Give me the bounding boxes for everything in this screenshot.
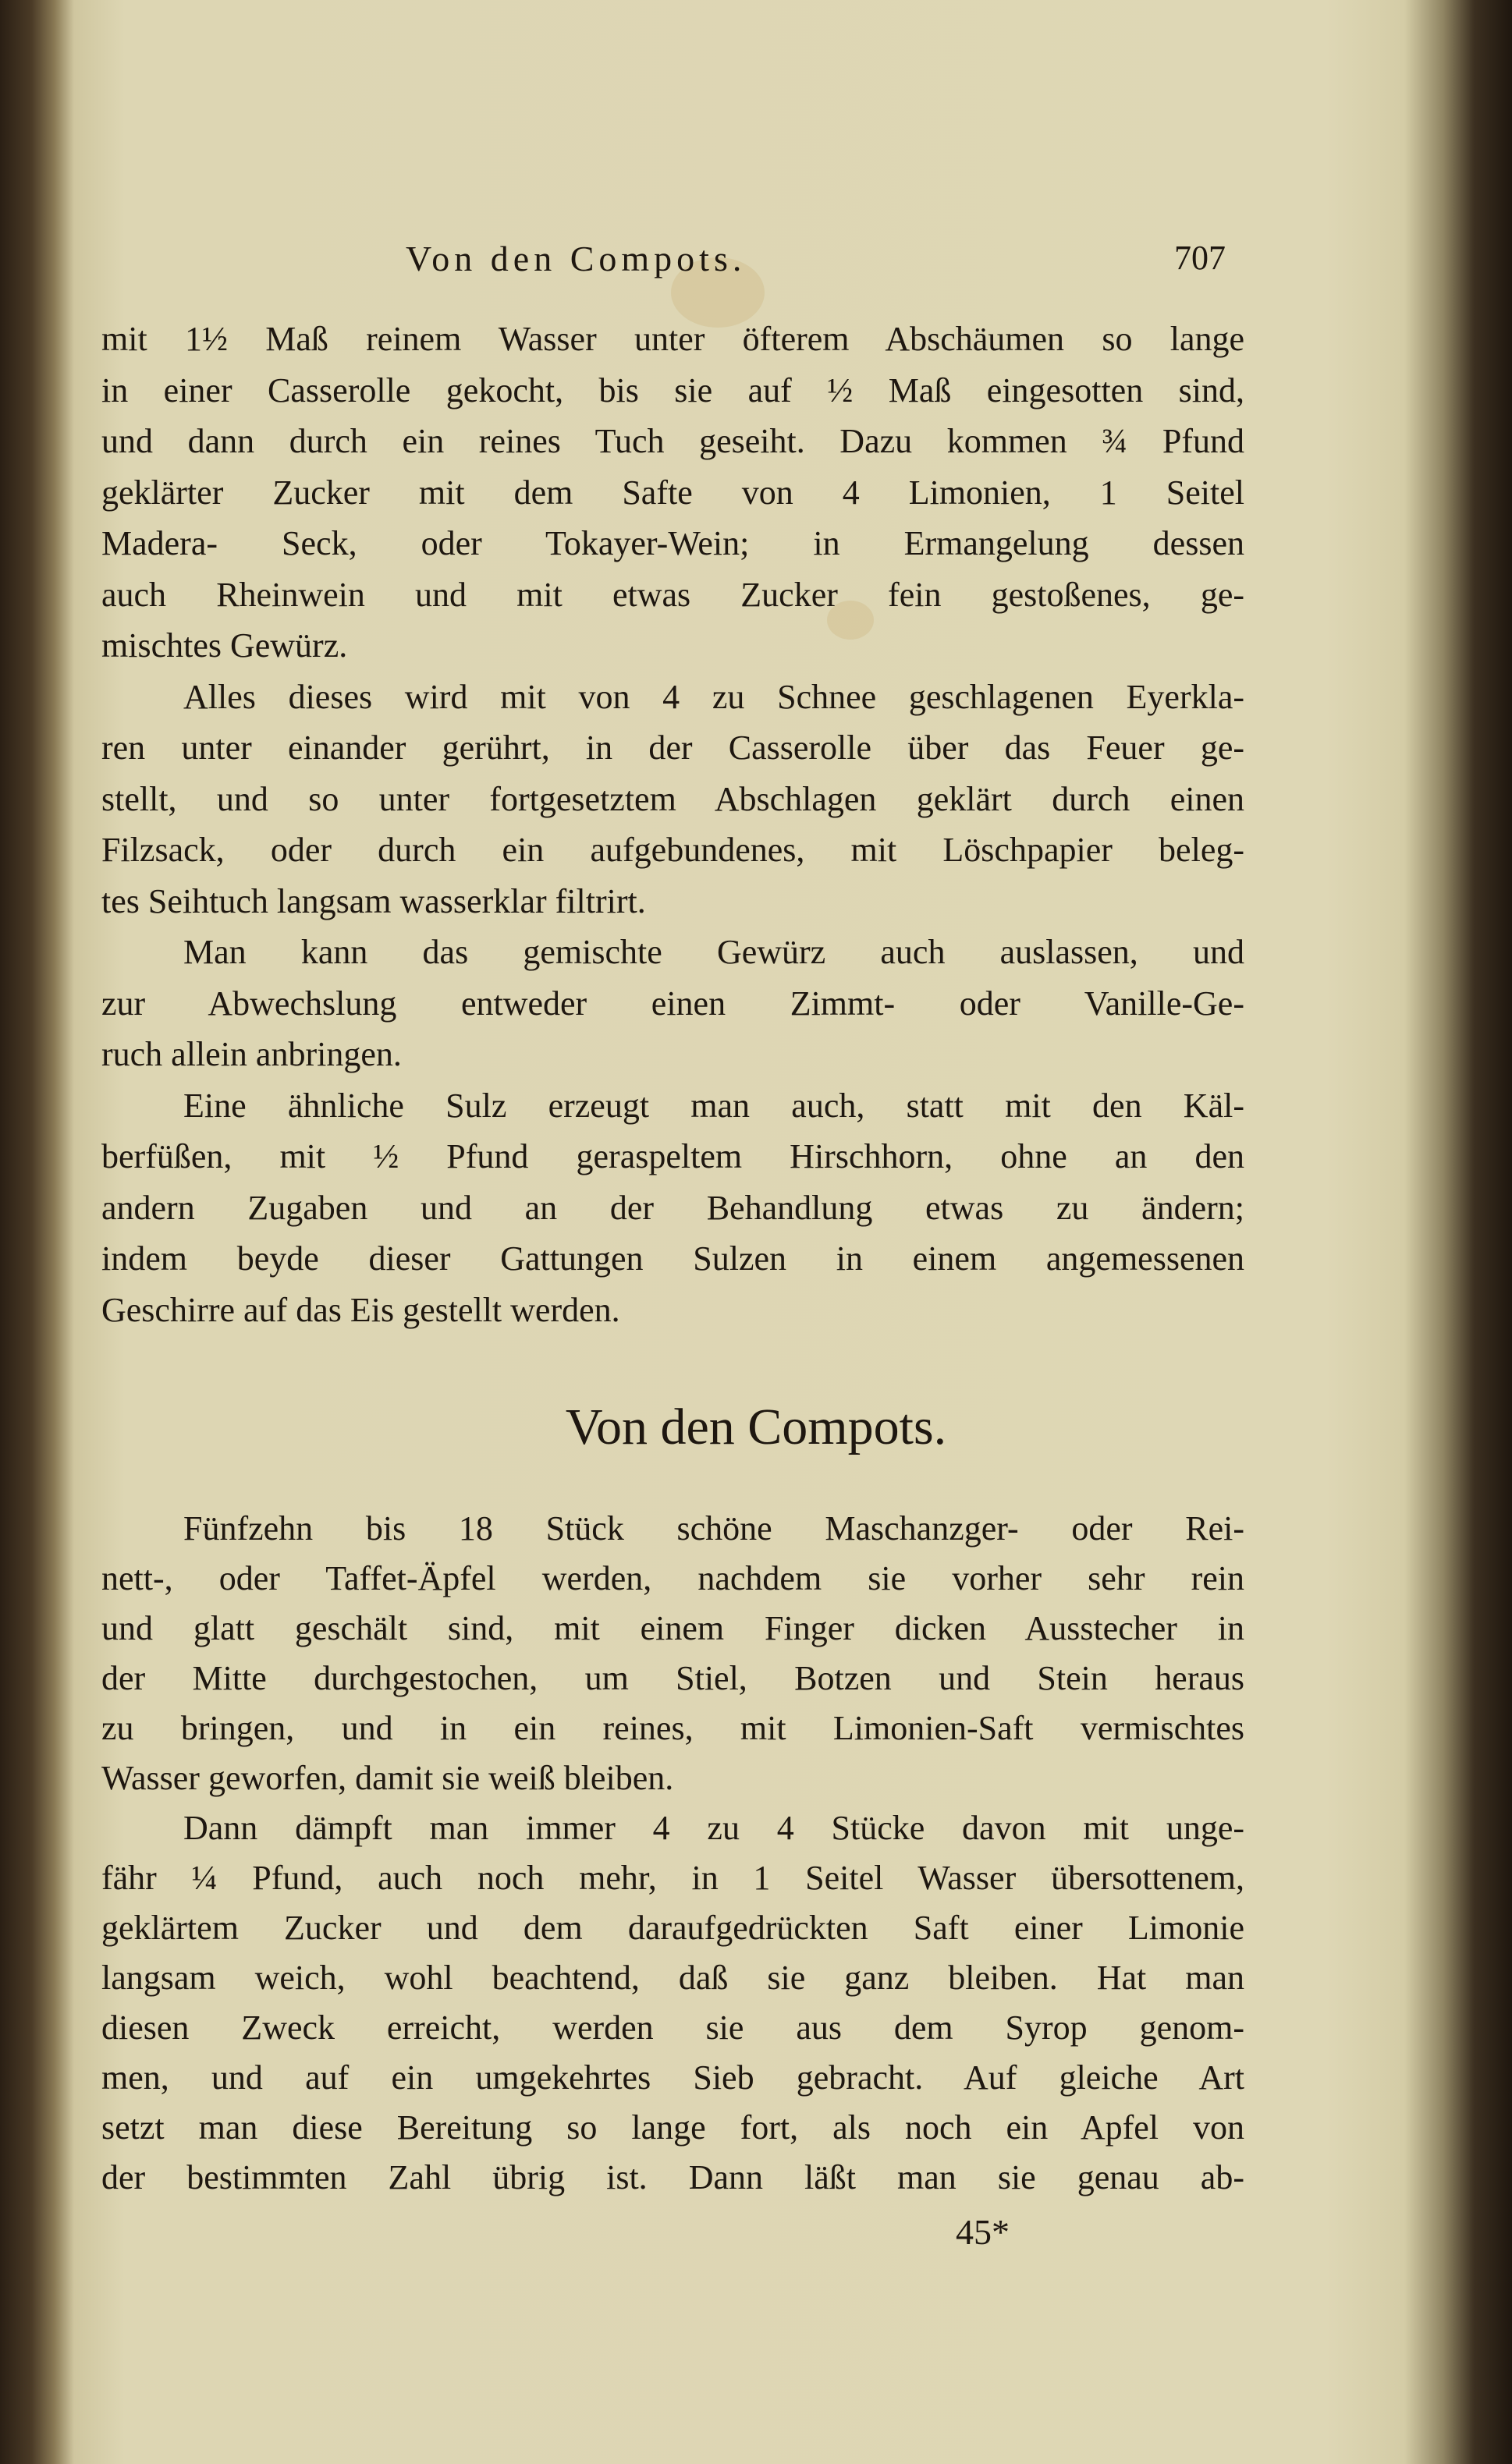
text-line: mit 1½ Maß reinem Wasser unter öfterem Abschäumen so lange	[101, 320, 1244, 358]
text-line: tes Seihtuch langsam wasserklar filtrirt.	[101, 881, 646, 920]
text-line: Fünfzehn bis 18 Stück schöne Maschanzger- oder Rei-	[183, 1509, 1244, 1548]
text-line: andern Zugaben und an der Behandlung etwas zu ändern;	[101, 1188, 1244, 1227]
running-head: Von den Compots.	[406, 239, 747, 278]
text-line: men, und auf ein umgekehrtes Sieb gebracht. Auf gleiche Art	[101, 2058, 1244, 2097]
text-line: in einer Casserolle gekocht, bis sie auf ½ Maß eingesotten sind,	[101, 370, 1244, 409]
text-line: berfüßen, mit ½ Pfund geraspeltem Hirschhorn, ohne an den	[101, 1137, 1244, 1175]
text-line: der Mitte durchgestochen, um Stiel, Botzen und Stein heraus	[101, 1659, 1244, 1697]
text-line: ren unter einander gerührt, in der Casserolle über das Feuer ge-	[101, 729, 1244, 767]
text-line: und glatt geschält sind, mit einem Finger dicken Ausstecher in	[101, 1609, 1244, 1647]
text-line: Geschirre auf das Eis gestellt werden.	[101, 1290, 620, 1329]
text-line: mischtes Gewürz.	[101, 626, 348, 665]
text-line: stellt, und so unter fortgesetztem Abschlagen geklärt durch einen	[101, 779, 1244, 818]
page-number: 707	[1174, 239, 1226, 277]
text-line: Wasser geworfen, damit sie weiß bleiben.	[101, 1759, 674, 1797]
text-line: setzt man diese Bereitung so lange fort, als noch ein Apfel von	[101, 2108, 1244, 2147]
text-line: fähr ¼ Pfund, auch noch mehr, in 1 Seitel Wasser übersottenem,	[101, 1859, 1244, 1897]
text-line: Filzsack, oder durch ein aufgebundenes, mit Löschpapier beleg-	[101, 831, 1244, 869]
text-line: Eine ähnliche Sulz erzeugt man auch, statt mit den Käl-	[183, 1086, 1244, 1125]
text-line: Dann dämpft man immer 4 zu 4 Stücke davon mit unge-	[183, 1809, 1244, 1847]
text-line: der bestimmten Zahl übrig ist. Dann läßt man sie genau ab-	[101, 2158, 1244, 2196]
text-line: indem beyde dieser Gattungen Sulzen in einem angemessenen	[101, 1239, 1244, 1278]
text-line: nett-, oder Taffet-Äpfel werden, nachdem sie vorher sehr rein	[101, 1559, 1244, 1597]
text-line: auch Rheinwein und mit etwas Zucker fein gestoßenes, ge-	[101, 575, 1244, 614]
section-heading: Von den Compots.	[565, 1399, 947, 1455]
text-line: Alles dieses wird mit von 4 zu Schnee geschlagenen Eyerkla-	[183, 677, 1244, 716]
text-line: Madera- Seck, oder Tokayer-Wein; in Ermangelung dessen	[101, 524, 1244, 562]
text-line: zur Abwechslung entweder einen Zimmt- oder Vanille-Ge-	[101, 984, 1244, 1023]
text-line: zu bringen, und in ein reines, mit Limonien-Saft vermischtes	[101, 1709, 1244, 1747]
signature-mark: 45*	[956, 2212, 1010, 2252]
text-line: geklärter Zucker mit dem Safte von 4 Limonien, 1 Seitel	[101, 473, 1244, 512]
text-line: langsam weich, wohl beachtend, daß sie ganz bleiben. Hat man	[101, 1959, 1244, 1997]
text-line: und dann durch ein reines Tuch geseiht. Dazu kommen ¾ Pfund	[101, 422, 1244, 460]
text-line: Man kann das gemischte Gewürz auch auslassen, und	[183, 933, 1244, 971]
text-line: diesen Zweck erreicht, werden sie aus dem Syrop genom-	[101, 2008, 1244, 2047]
text-line: ruch allein anbringen.	[101, 1035, 402, 1073]
text-line: geklärtem Zucker und dem daraufgedrückten Saft einer Limonie	[101, 1909, 1244, 1947]
